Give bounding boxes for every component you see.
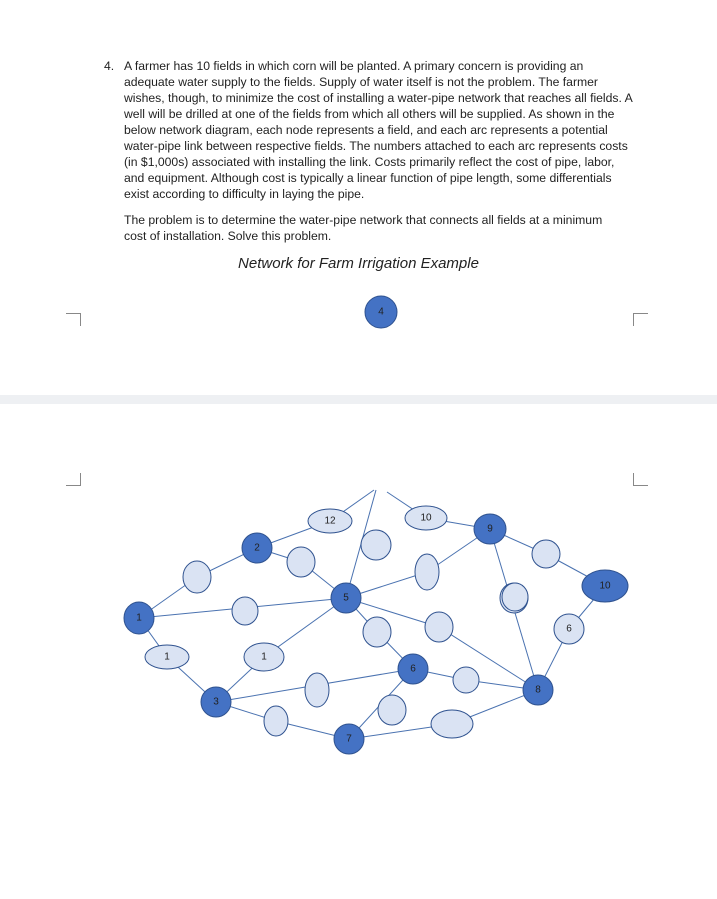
field-node-label: 4 — [378, 306, 384, 318]
edge-weight — [244, 643, 284, 671]
field-node-label: 9 — [487, 523, 493, 535]
field-node-5 — [331, 583, 361, 613]
edge-weight — [287, 547, 315, 577]
field-node-label: 10 — [599, 580, 611, 592]
edge-weight — [502, 583, 528, 611]
field-node-label: 3 — [213, 696, 219, 708]
field-node-4 — [365, 296, 397, 328]
field-node-9 — [474, 514, 506, 544]
edge-weight — [183, 561, 211, 593]
edge-weight — [308, 509, 352, 533]
field-node-1 — [124, 602, 154, 634]
edge-weight-label: 10 — [420, 512, 432, 524]
edge-weight — [145, 645, 189, 669]
field-node-6 — [398, 654, 428, 684]
field-node-8 — [523, 675, 553, 705]
edge-weight — [305, 673, 329, 707]
field-node-label: 5 — [343, 592, 349, 604]
edge-weight — [431, 710, 473, 738]
edge-weight-label: 1 — [164, 651, 170, 663]
figure-title: Network for Farm Irrigation Example — [238, 255, 479, 272]
field-node-label: 6 — [410, 663, 416, 675]
field-node-label: 2 — [254, 542, 260, 554]
field-node-7 — [334, 724, 364, 754]
field-node-3 — [201, 687, 231, 717]
edge-weight — [264, 706, 288, 736]
edge-weight — [425, 612, 453, 642]
field-node-2 — [242, 533, 272, 563]
problem-task-paragraph: The problem is to determine the water-pipe network that connects all fields at a minimum cost of installation. Solve this problem. — [124, 213, 603, 243]
question-number: 4. — [104, 59, 115, 73]
edge-weight-label: 12 — [324, 515, 336, 527]
edge-weight — [378, 695, 406, 725]
edge-weight — [363, 617, 391, 647]
edge-weight — [415, 554, 439, 590]
edge-weight-label: 6 — [566, 623, 572, 635]
edge-weight — [453, 667, 479, 693]
field-node-label: 1 — [136, 612, 142, 624]
edge-weight — [361, 530, 391, 560]
edge-weight — [405, 506, 447, 530]
field-node-10 — [582, 570, 628, 602]
edge-weight-label: 1 — [261, 651, 267, 663]
field-nodes — [124, 296, 628, 754]
edge-weight — [532, 540, 560, 568]
edge-weight — [232, 597, 258, 625]
problem-paragraph: A farmer has 10 fields in which corn will be planted. A primary concern is providing an adequate water supply to the fields. Supply of water itself is not the problem. The farmer wishes, though, to minimize the cost of installing a water-pipe network that reaches all fields. A well will be drilled at one of the fields from which all others will be supplied. As shown in the below network diagram, each node represents a field, and each arc represents a potential water-pipe link between respective fields. The numbers attached to each arc represents costs (in $1,000s) associated with installing the link. Costs primarily reflect the cost of pipe, labor, and equipment. Although cost is typically a linear function of pipe length, some differentials exist according to difficulty in laying the pipe. — [124, 59, 633, 201]
field-node-label: 7 — [346, 733, 352, 745]
edge-weight — [554, 614, 584, 644]
field-node-label: 8 — [535, 684, 541, 696]
